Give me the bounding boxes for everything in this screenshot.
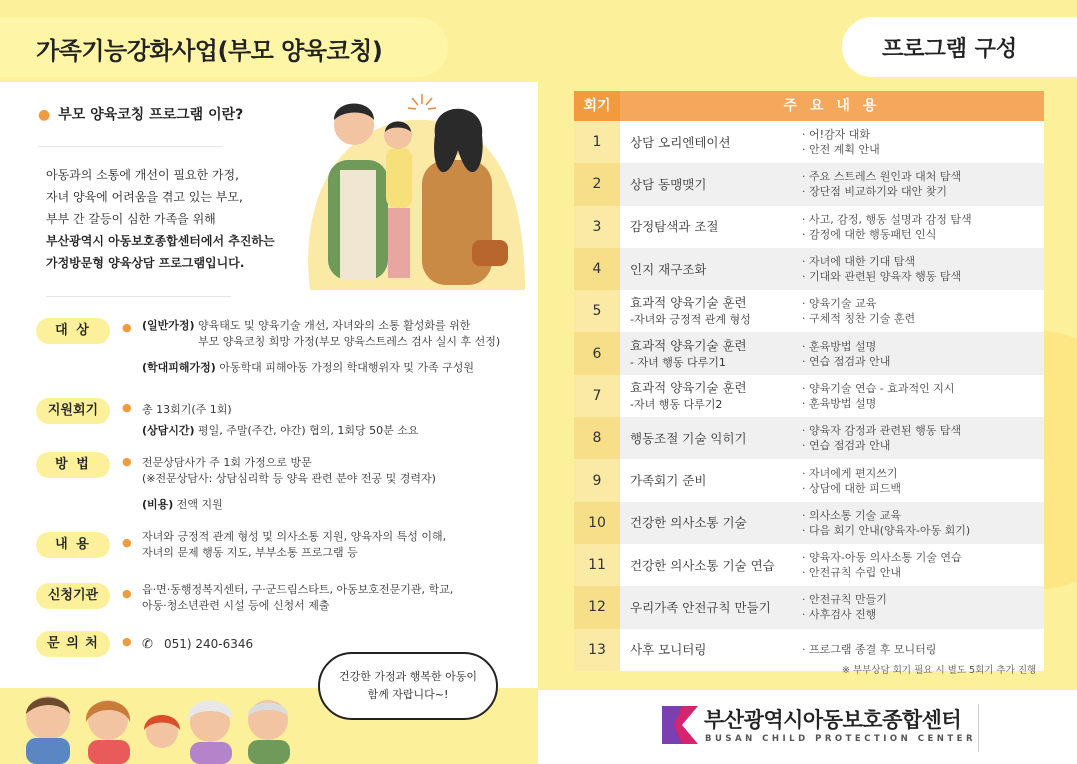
session-item: · 의사소통 기술 교육 — [802, 508, 901, 522]
header-session: 회기 — [574, 91, 620, 121]
target-info — [142, 318, 500, 376]
session-item: · 훈육방법 설명 — [802, 396, 877, 410]
session-item: · 양육자-아동 의사소통 기술 연습 — [802, 551, 962, 565]
session-item: · 안전규칙 만들기 — [802, 593, 887, 607]
session-title-cell — [620, 417, 802, 459]
session-items — [802, 163, 1044, 205]
session-title: 건강한 의사소통 기술 — [630, 515, 747, 531]
org-name-en: BUSAN CHILD PROTECTION CENTER — [705, 734, 977, 744]
session-number: 12 — [574, 586, 620, 628]
intro-line: 아동과의 소통에 개선이 필요한 가정, — [46, 168, 239, 182]
table-row — [574, 459, 1044, 501]
session-number: 6 — [574, 332, 620, 374]
contact-info — [142, 636, 253, 653]
session-title: 효과적 양육기술 훈련 — [630, 295, 747, 311]
session-number: 1 — [574, 121, 620, 163]
session-item: · 사후검사 진행 — [802, 608, 877, 622]
method-note: (※전문상담사: 상담심리학 등 양육 관련 분야 전공 및 경력자) — [142, 472, 436, 485]
table-row — [574, 290, 1044, 332]
session-title: 행동조절 기술 익히기 — [630, 430, 747, 446]
session-item: · 구체적 칭찬 기술 훈련 — [802, 312, 916, 326]
title-banner — [0, 17, 448, 77]
sessions-info — [142, 402, 419, 439]
session-title: 효과적 양육기술 훈련 — [630, 337, 747, 353]
session-items — [802, 586, 1044, 628]
logo-icon — [662, 706, 698, 744]
intro-text — [46, 164, 296, 274]
sessions-time-text: 평일, 주말(주간, 야간) 협의, 1회당 50분 소요 — [194, 424, 419, 437]
section-heading-text: 부모 양육코칭 프로그램 이란? — [58, 107, 244, 123]
session-items — [802, 375, 1044, 417]
table-row — [574, 417, 1044, 459]
session-item: · 장단점 비교하기와 대안 찾기 — [802, 185, 947, 199]
target-general-text: 양육태도 및 양육기술 개선, 자녀와의 소통 활성화를 위한 — [194, 319, 471, 332]
method-cost-text: 전액 지원 — [173, 498, 223, 511]
program-table — [574, 91, 1044, 671]
content-info — [142, 529, 446, 561]
session-title: 효과적 양육기술 훈련 — [630, 379, 747, 395]
speech-line: 건강한 가정과 행복한 아동이 — [338, 670, 477, 683]
table-row — [574, 248, 1044, 290]
people-illustration — [10, 688, 310, 764]
session-number: 11 — [574, 544, 620, 586]
table-row — [574, 544, 1044, 586]
session-title: 상담 동맹맺기 — [630, 176, 707, 192]
speech-bubble — [318, 652, 498, 720]
session-title-cell — [620, 586, 802, 628]
session-number: 3 — [574, 206, 620, 248]
table-row — [574, 163, 1044, 205]
method-cost-label: (비용) — [142, 498, 174, 511]
table-row — [574, 502, 1044, 544]
bullet-icon: ● — [122, 536, 132, 549]
target-abuse-text: 아동학대 피해아동 가정의 학대행위자 및 가족 구성원 — [215, 361, 475, 374]
speech-line: 함께 자랍니다~! — [367, 688, 449, 701]
section-heading — [38, 104, 243, 124]
content-text: 자녀와 긍정적 관계 형성 및 의사소통 지원, 양육자의 특성 이해, — [142, 530, 447, 543]
org-name: 부산광역시아동보호종합센터 — [704, 708, 962, 732]
session-item: · 안전 계획 안내 — [802, 143, 880, 157]
content-text-2: 자녀의 문제 행동 지도, 부부소통 프로그램 등 — [142, 546, 358, 559]
session-item: · 프로그램 종결 후 모니터링 — [802, 643, 937, 657]
left-page — [0, 0, 538, 764]
session-items — [802, 544, 1044, 586]
session-title: 상담 오리엔테이션 — [630, 134, 731, 150]
session-title: 인지 재구조화 — [630, 261, 707, 277]
right-title: 프로그램 구성 — [882, 37, 1018, 62]
session-subtitle: - 자녀 행동 다루기1 — [630, 355, 726, 369]
session-number: 10 — [574, 502, 620, 544]
table-row — [574, 121, 1044, 163]
intro-line: 부부 간 갈등이 심한 가족을 위해 — [46, 212, 216, 226]
session-number: 13 — [574, 629, 620, 671]
method-info — [142, 455, 436, 513]
table-row — [574, 206, 1044, 248]
sessions-time-label: (상담시간) — [142, 424, 195, 437]
divider — [38, 146, 223, 147]
session-number: 2 — [574, 163, 620, 205]
divider — [978, 704, 979, 752]
session-title: 우리가족 안전규칙 만들기 — [630, 599, 771, 615]
session-title-cell — [620, 544, 802, 586]
session-number: 5 — [574, 290, 620, 332]
intro-line: 부산광역시 아동보호종합센터에서 추진하는 — [46, 234, 275, 248]
session-item: · 연습 점검과 안내 — [802, 354, 891, 368]
session-title-cell — [620, 459, 802, 501]
target-general-text-2: 부모 양육코칭 희망 가정(부모 양육스트레스 검사 실시 후 선정) — [198, 335, 501, 348]
session-item: · 사고, 감정, 행동 설명과 감정 탐색 — [802, 212, 972, 226]
label-target: 대 상 — [36, 318, 110, 344]
right-title-banner — [842, 17, 1077, 77]
session-item: · 다음 회기 안내(양육자-아동 회기) — [802, 523, 971, 537]
session-number: 4 — [574, 248, 620, 290]
session-number: 7 — [574, 375, 620, 417]
session-title-cell — [620, 629, 802, 671]
session-title: 가족회기 준비 — [630, 473, 707, 489]
apply-text-2: 아동·청소년관련 시설 등에 신청서 제출 — [142, 599, 330, 612]
session-items — [802, 206, 1044, 248]
label-apply: 신청기관 — [36, 583, 110, 609]
session-items — [802, 290, 1044, 332]
label-sessions: 지원회기 — [36, 398, 110, 424]
session-title: 감정탐색과 조절 — [630, 219, 719, 235]
session-items — [802, 417, 1044, 459]
method-text: 전문상담사가 주 1회 가정으로 방문 — [142, 456, 312, 469]
session-title-cell — [620, 502, 802, 544]
session-title-cell — [620, 121, 802, 163]
session-title-cell — [620, 375, 802, 417]
table-row — [574, 332, 1044, 374]
bullet-icon: ● — [122, 401, 132, 414]
intro-line: 자녀 양육에 어려움을 겪고 있는 부모, — [46, 190, 243, 204]
divider — [46, 296, 231, 297]
apply-info — [142, 582, 453, 614]
apply-text: 읍·면·동행정복지센터, 구·군드림스타트, 아동보호전문기관, 학교, — [142, 583, 454, 596]
session-item: · 양육기술 교육 — [802, 297, 877, 311]
label-content: 내 용 — [36, 532, 110, 558]
session-items — [802, 248, 1044, 290]
session-item: · 어!감자 대화 — [802, 128, 871, 142]
session-title-cell — [620, 248, 802, 290]
intro-line: 가정방문형 양육상담 프로그램입니다. — [46, 256, 245, 270]
session-item: · 기대와 관련된 양육자 행동 탐색 — [802, 270, 962, 284]
family-illustration — [290, 90, 530, 290]
table-row — [574, 586, 1044, 628]
session-item: · 안전규칙 수립 안내 — [802, 566, 901, 580]
contact-phone: 051) 240-6346 — [164, 637, 254, 651]
target-general-label: (일반가정) — [142, 319, 195, 332]
sessions-text: 총 13회기(주 1회) — [142, 403, 232, 416]
bullet-icon: ● — [122, 587, 132, 600]
header-content: 주 요 내 용 — [783, 98, 881, 114]
page-title: 가족기능강화사업(부모 양육코칭) — [36, 37, 383, 65]
session-number: 9 — [574, 459, 620, 501]
session-item: · 양육자 감정과 관련된 행동 탐색 — [802, 424, 962, 438]
session-item: · 감정에 대한 행동패턴 인식 — [802, 227, 937, 241]
session-item: · 양육기술 연습 - 효과적인 지시 — [802, 381, 955, 395]
session-title-cell — [620, 163, 802, 205]
session-item: · 자녀에 대한 기대 탐색 — [802, 255, 916, 269]
label-method: 방 법 — [36, 452, 110, 478]
table-body — [574, 121, 1044, 671]
session-items — [802, 459, 1044, 501]
bullet-icon: ● — [122, 455, 132, 468]
session-title-cell — [620, 290, 802, 332]
label-contact: 문 의 처 — [36, 631, 110, 657]
target-abuse-label: (학대피해가정) — [142, 361, 216, 374]
phone-icon: ✆ — [142, 637, 153, 652]
session-title: 건강한 의사소통 기술 연습 — [630, 557, 775, 573]
session-number: 8 — [574, 417, 620, 459]
bullet-icon: ● — [38, 107, 51, 123]
footnote: ※ 부부상담 회기 필요 시 별도 5회기 추가 진행 — [842, 665, 1037, 676]
session-title-cell — [620, 332, 802, 374]
session-title-cell — [620, 206, 802, 248]
session-subtitle: -자녀 행동 다루기2 — [630, 397, 723, 411]
session-subtitle: -자녀와 긍정적 관계 형성 — [630, 313, 751, 327]
session-item: · 훈육방법 설명 — [802, 339, 877, 353]
session-items — [802, 502, 1044, 544]
table-row — [574, 375, 1044, 417]
session-items — [802, 332, 1044, 374]
session-item: · 자녀에게 편지쓰기 — [802, 466, 898, 480]
table-header — [574, 91, 1044, 121]
bullet-icon: ● — [122, 321, 132, 334]
session-item: · 상담에 대한 피드백 — [802, 481, 901, 495]
session-items — [802, 121, 1044, 163]
session-item: · 연습 점검과 안내 — [802, 439, 891, 453]
session-title: 사후 모니터링 — [630, 642, 707, 658]
session-item: · 주요 스트레스 원인과 대처 탐색 — [802, 170, 962, 184]
bullet-icon: ● — [122, 635, 132, 648]
